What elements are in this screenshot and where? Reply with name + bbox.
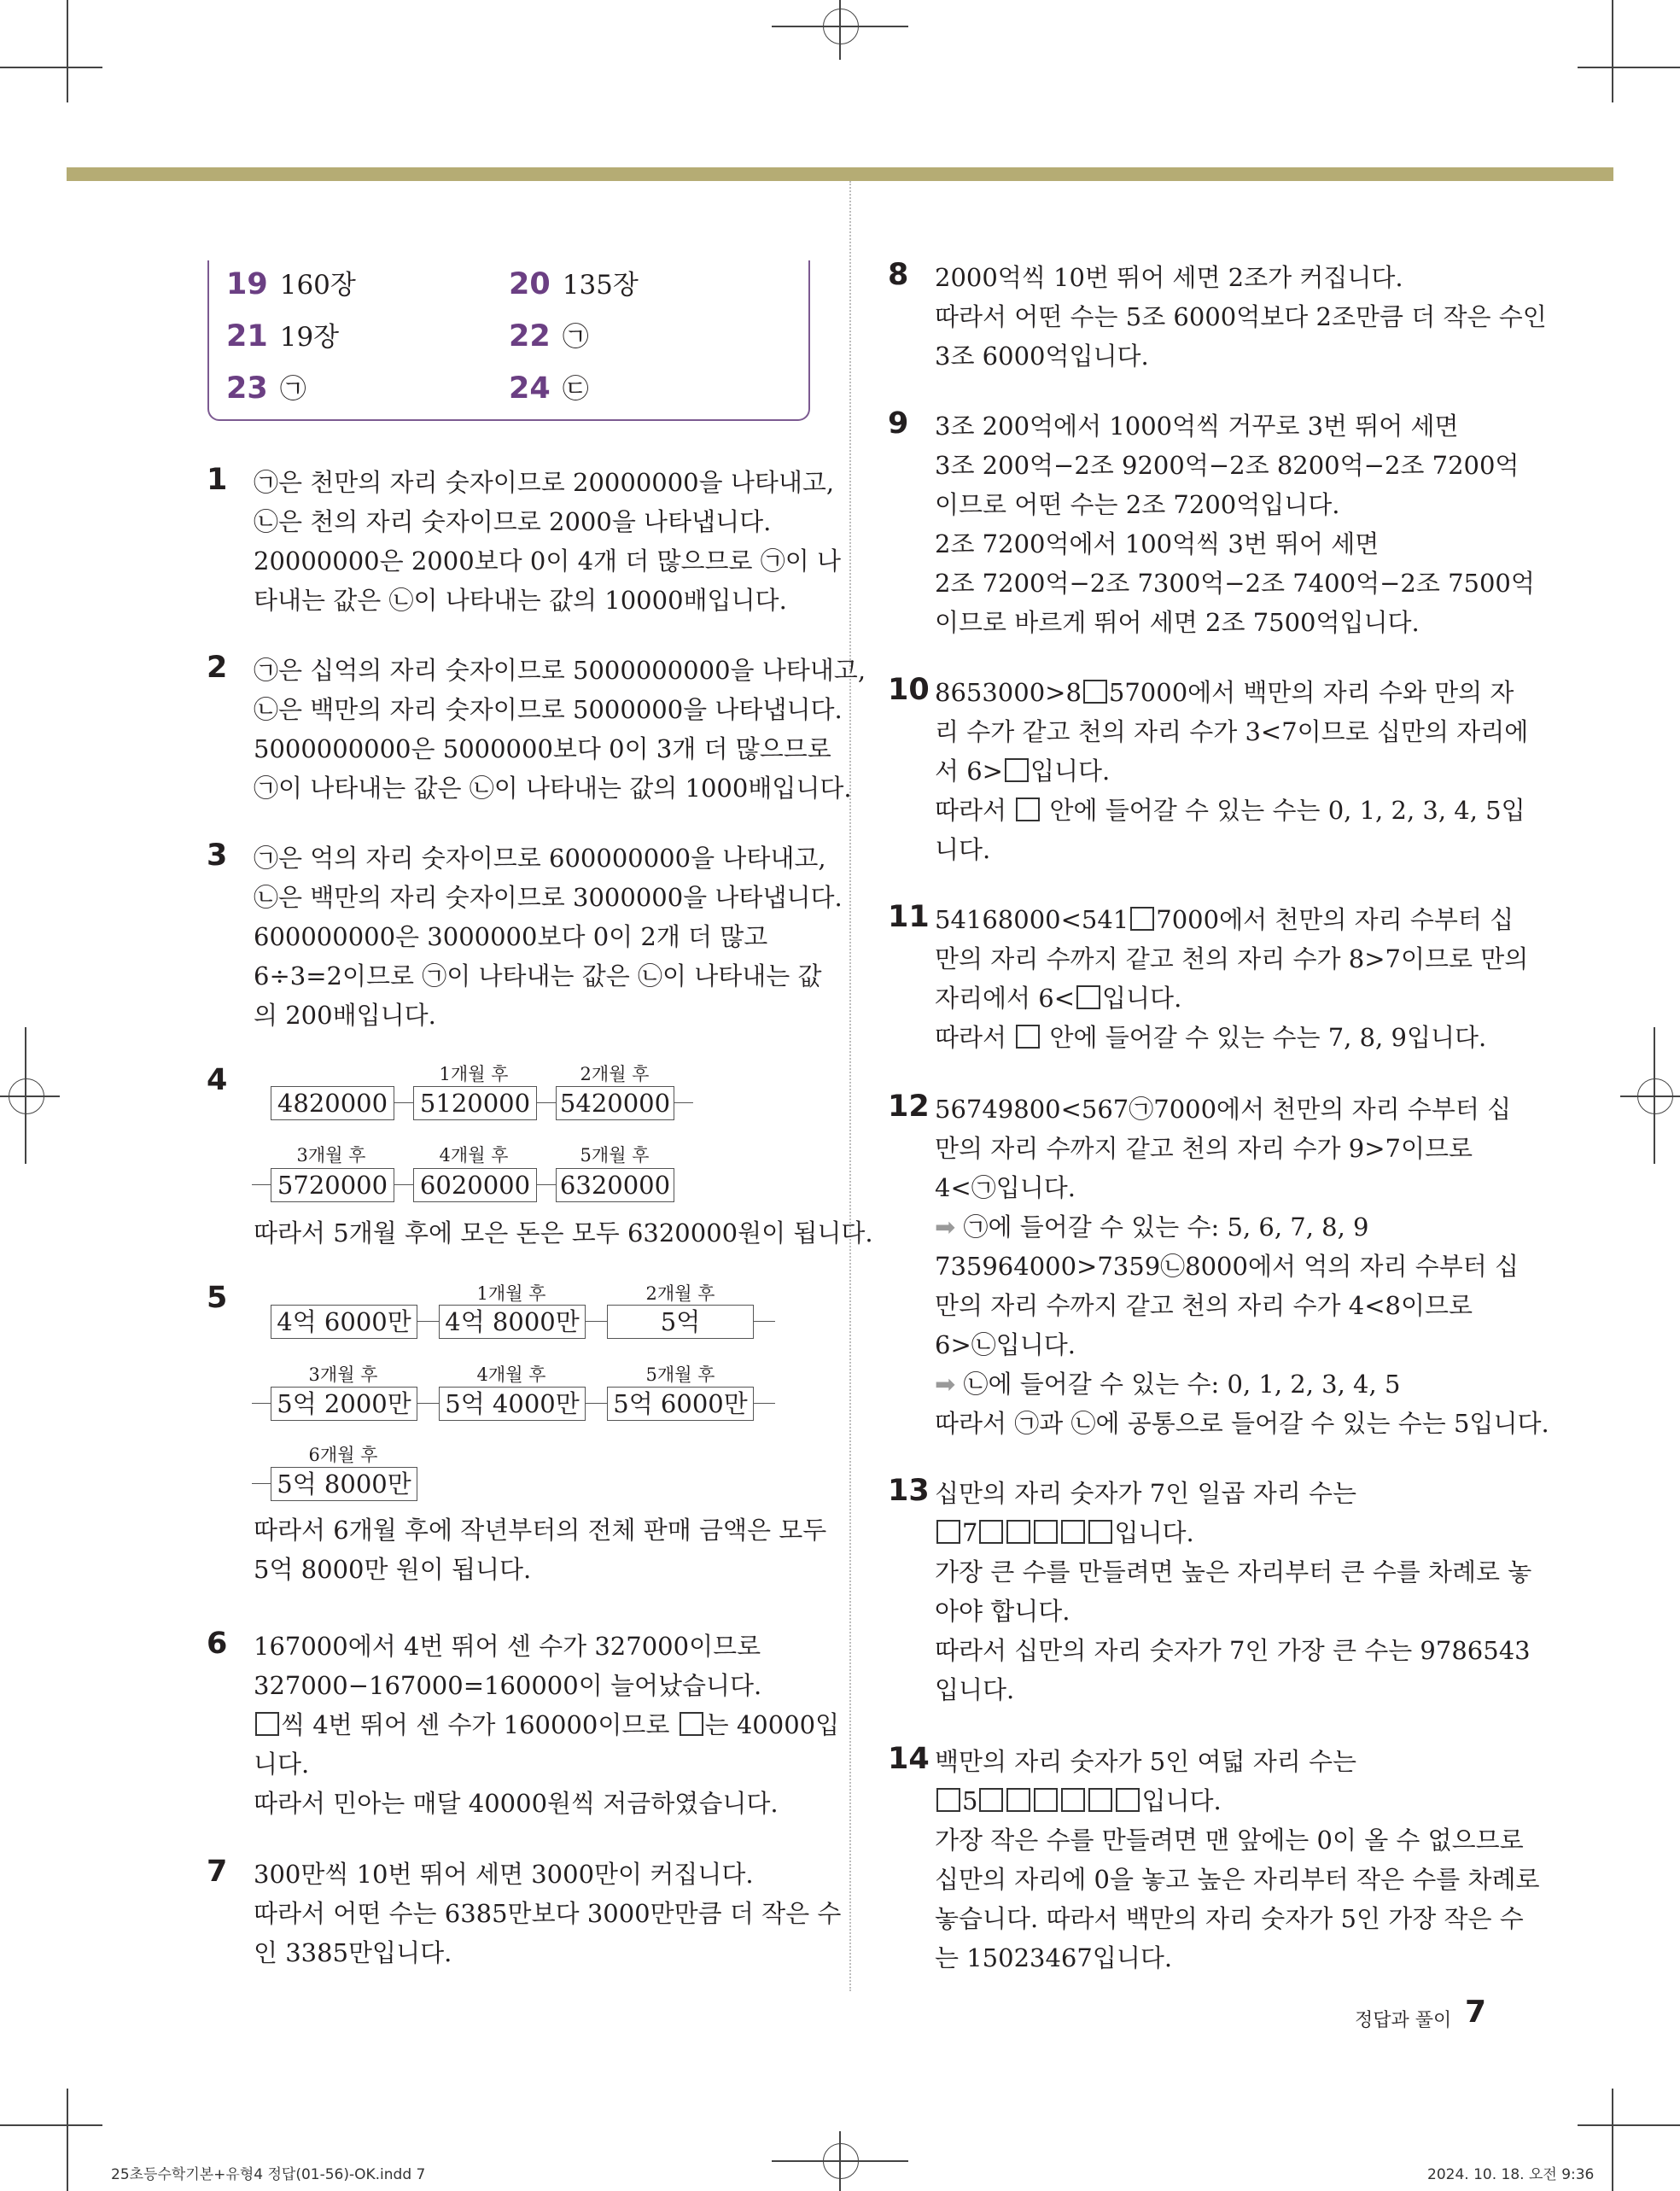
crop-mark [839, 2131, 841, 2191]
sequence-label: 2개월 후 [580, 1064, 650, 1084]
page-number: 7 [1465, 1995, 1487, 2030]
problem-number: 9 [888, 406, 909, 441]
problem-number: 10 [888, 673, 930, 707]
problem-5-conclusion: 따라서 6개월 후에 작년부터의 전체 판매 금액은 모두 5억 8000만 원이 됩니다. [254, 1516, 827, 1584]
crop-mark [0, 1096, 60, 1097]
answer-item: 20 135장 [509, 267, 639, 301]
problem-number: 1 [207, 463, 228, 497]
blank-box [1088, 1788, 1112, 1812]
problem-number: 2 [207, 651, 228, 685]
answer-item: 23 ㉠ [226, 371, 306, 406]
problem-number: 5 [207, 1281, 228, 1315]
crop-mark [0, 67, 102, 68]
sequence-label: 4개월 후 [439, 1145, 509, 1166]
problem-13: 13 십만의 자리 숫자가 7인 일곱 자리 수는 7 입니다. 가장 큰 수를 만들려면 높은 자리부터 큰 수를 차례로 놓 아야 합니다. 따라서 십만의 자리 숫자가 7인 가장 큰 수는 9786543 입니다. [888, 1474, 1532, 1704]
blank-box [1088, 1520, 1112, 1544]
crop-mark [1578, 67, 1680, 68]
sequence-box: 5억 6000만 [607, 1387, 754, 1421]
crop-mark [67, 2089, 68, 2191]
blank-box [979, 1788, 1003, 1812]
slug-timestamp: 2024. 10. 18. 오전 9:36 [1427, 2166, 1595, 2183]
sequence-label: 3개월 후 [308, 1364, 378, 1385]
problem-8: 8 2000억씩 10번 뛰어 세면 2조가 커집니다. 따라서 어떤 수는 5조 6000억보다 2조만큼 더 작은 수인 3조 6000억입니다. [888, 258, 1547, 371]
sequence-box: 5억 [607, 1305, 754, 1339]
crop-mark [1578, 2124, 1680, 2126]
crop-mark [1612, 2089, 1613, 2191]
problem-11: 11 54168000<541 7000에서 천만의 자리 수부터 십 만의 자리 수까지 같고 천의 자리 수가 8>7이므로 만의 자리에서 6< 입니다. 따라서 안에 들어갈 수 있는 수는 7, 8, 9입니다. [888, 900, 1529, 1052]
sequence-box: 5720000 [271, 1168, 394, 1202]
sequence-box: 4억 6000만 [271, 1305, 417, 1339]
sequence-label: 1개월 후 [476, 1283, 546, 1304]
crop-mark [25, 1027, 26, 1164]
blank-box [1016, 798, 1040, 821]
blank-box [1130, 907, 1154, 931]
sequence-box: 5억 4000만 [439, 1387, 586, 1421]
sequence-label: 2개월 후 [645, 1283, 715, 1304]
blank-box [255, 1712, 279, 1736]
answer-item: 22 ㉠ [509, 319, 589, 353]
problem-number: 8 [888, 258, 909, 292]
sequence-label: 1개월 후 [439, 1064, 509, 1084]
problem-6: 6 167000에서 4번 뛰어 센 수가 327000이므로 327000−167000=160000이 늘어났습니다. 씩 4번 뛰어 센 수가 160000이므로 는 40000입 니다. 따라서 민아는 매달 40000원씩 저금하였습니다. [207, 1627, 840, 1818]
answer-item: 19 160장 [226, 267, 356, 301]
problem-number: 13 [888, 1474, 930, 1508]
problem-number: 3 [207, 838, 228, 873]
problem-4-conclusion: 따라서 5개월 후에 모은 돈은 모두 6320000원이 됩니다. [254, 1218, 873, 1247]
sequence-box: 5억 2000만 [271, 1387, 417, 1421]
problem-10: 10 8653000>8 57000에서 백만의 자리 수와 만의 자 리 수가 같고 천의 자리 수가 3<7이므로 십만의 자리에 서 6> 입니다. 따라서 안에 들어갈 수 있는 수는 0, 1, 2, 3, 4, 5입 니다. [888, 673, 1529, 864]
crop-mark [839, 0, 841, 60]
problem-9: 9 3조 200억에서 1000억씩 거꾸로 3번 뛰어 세면 3조 200억−2조 9200억−2조 8200억−2조 7200억 이므로 어떤 수는 2조 7200억입니다. 2조 7200억에서 100억씩 3번 뛰어 세면 2조 7200억−2조 7300억−2조 7400억−2조 7500억 이므로 바르게 뛰어 세면 2조 7500억입니다. [888, 406, 1535, 637]
problem-number: 6 [207, 1627, 228, 1661]
problem-number: 11 [888, 900, 930, 934]
crop-mark [1620, 1096, 1680, 1097]
blank-box [1006, 1520, 1030, 1544]
header-bar [67, 167, 1613, 181]
blank-box [1061, 1788, 1085, 1812]
problem-3: 3 ㉠은 억의 자리 숫자이므로 600000000을 나타내고, ㉡은 백만의 자리 숫자이므로 3000000을 나타냅니다. 600000000은 3000000보다 0이 2개 더 많고 6÷3=2이므로 ㉠이 나타내는 값은 ㉡이 나타내는 값 의 200배입니다. [207, 838, 843, 1030]
blank-box [936, 1788, 960, 1812]
arrow-right-icon: ➡ [935, 1370, 956, 1399]
blank-box [1034, 1788, 1058, 1812]
sequence-box: 4억 8000만 [439, 1305, 586, 1339]
sequence-label: 4개월 후 [476, 1364, 546, 1385]
sequence-box: 6320000 [556, 1168, 674, 1202]
blank-box [936, 1520, 960, 1544]
footer-label: 정답과 풀이 [1355, 2010, 1452, 2031]
crop-mark [1612, 0, 1613, 102]
blank-box [1083, 680, 1107, 704]
sequence-box: 5420000 [556, 1086, 674, 1120]
problem-7: 7 300만씩 10번 뛰어 세면 3000만이 커집니다. 따라서 어떤 수는 6385만보다 3000만만큼 더 작은 수 인 3385만입니다. [207, 1855, 842, 1967]
arrow-right-icon: ➡ [935, 1212, 956, 1242]
sequence-box: 6020000 [413, 1168, 537, 1202]
sequence-box: 4820000 [271, 1086, 394, 1120]
slug-filename: 25초등수학기본+유형4 정답(01-56)-OK.indd 7 [111, 2166, 426, 2183]
blank-box [1005, 758, 1029, 782]
answer-item: 24 ㉢ [509, 371, 589, 406]
problem-number: 4 [207, 1063, 228, 1097]
blank-box [1006, 1788, 1030, 1812]
answer-item: 21 19장 [226, 319, 340, 353]
sequence-label: 5개월 후 [580, 1145, 650, 1166]
problem-1: 1 ㉠은 천만의 자리 숫자이므로 20000000을 나타내고, ㉡은 천의 자리 숫자이므로 2000을 나타냅니다. 20000000은 2000보다 0이 4개 더 많으므로 ㉠이 나 타내는 값은 ㉡이 나타내는 값의 10000배입니다. [207, 463, 842, 615]
sequence-box: 5억 8000만 [271, 1467, 417, 1501]
blank-box [1116, 1788, 1140, 1812]
crop-mark [67, 0, 68, 102]
problem-number: 14 [888, 1742, 930, 1776]
blank-box [1016, 1025, 1040, 1049]
blank-box [1076, 985, 1100, 1009]
problem-14: 14 백만의 자리 숫자가 5인 여덟 자리 수는 5 입니다. 가장 작은 수를 만들려면 맨 앞에는 0이 올 수 없으므로 십만의 자리에 0을 놓고 높은 자리부터 작은 수를 차례로 놓습니다. 따라서 백만의 자리 숫자가 5인 가장 작은 수 는 15023467입니다. [888, 1742, 1540, 1972]
blank-box [1061, 1520, 1085, 1544]
problem-2: 2 ㉠은 십억의 자리 숫자이므로 5000000000을 나타내고, ㉡은 백만의 자리 숫자이므로 5000000을 나타냅니다. 5000000000은 5000000보다 0이 3개 더 많으므로 ㉠이 나타내는 값은 ㉡이 나타내는 값의 1000배입니다. [207, 651, 866, 803]
problem-number: 12 [888, 1090, 930, 1124]
crop-mark [1654, 1027, 1655, 1164]
column-divider [849, 181, 851, 1991]
sequence-box: 5120000 [413, 1086, 537, 1120]
blank-box [1034, 1520, 1058, 1544]
problem-12: 12 56749800<567㉠7000에서 천만의 자리 수부터 십 만의 자리 수까지 같고 천의 자리 수가 9>7이므로 4<㉠입니다. ➡ ㉠에 들어갈 수 있는 수: 5, 6, 7, 8, 9 735964000>7359㉡8000에서 억의 자리 수부터 십 만의 자리 수까지 같고 천의 자리 수가 4<8이므로 6>㉡입니다. ➡ ㉡에 들어갈 수 있는 수: 0, 1, 2, 3, 4, 5 따라서 ㉠과 ㉡에 공통으로 들어갈 수 있는 수는 5입니다. [888, 1090, 1549, 1438]
sequence-label: 6개월 후 [308, 1445, 378, 1465]
blank-box [680, 1712, 703, 1736]
crop-mark [0, 2124, 102, 2126]
sequence-label: 3개월 후 [296, 1145, 366, 1166]
blank-box [979, 1520, 1003, 1544]
sequence-label: 5개월 후 [645, 1364, 715, 1385]
problem-number: 7 [207, 1855, 228, 1889]
